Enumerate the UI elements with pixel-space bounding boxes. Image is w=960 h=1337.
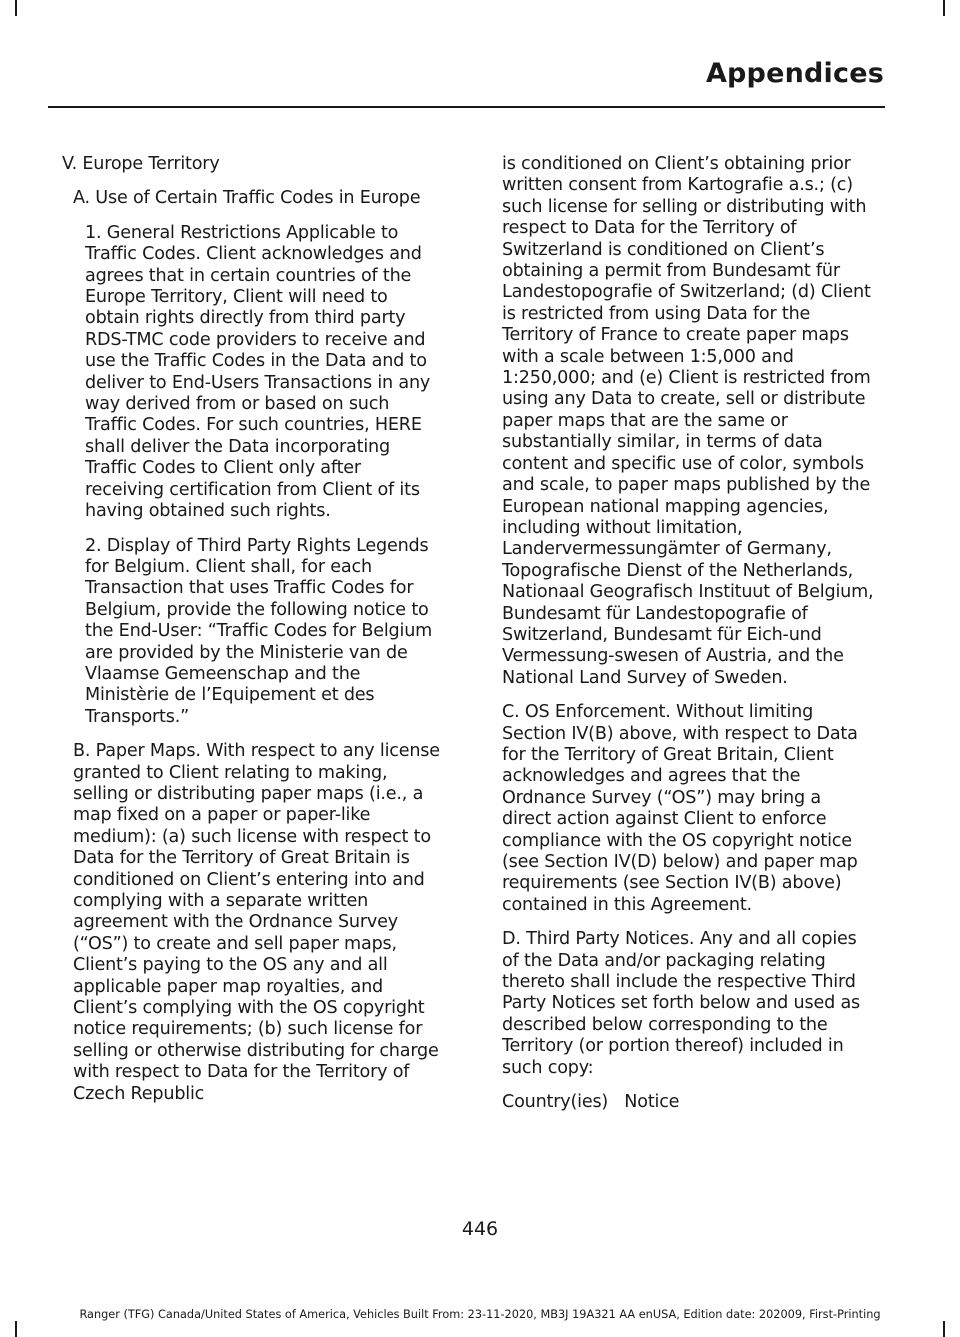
paragraph-paper-maps: B. Paper Maps. With respect to any license granted to Client relating to making, selling or distributing paper maps (i.e., a map fixed on a paper or paper-like medium): (a) such license with respect to Data for the Territory of Great Britain is conditioned on Client’s entering into and complying with a separate written agreement with the Ordnance Survey (“OS”) to create and sell paper maps, Client’s paying to the OS any and all applicable paper map royalties, and Client’s complying with the OS copyright notice requirements; (b) such license for selling or otherwise distributing for charge with respect to Data for the Territory of Czech Republic	[73, 741, 440, 1104]
right-column	[502, 154, 874, 1126]
notice-header-notice: Notice	[624, 1092, 680, 1113]
paragraph-paper-maps-continued: is conditioned on Client’s obtaining prior written consent from Kartografie a.s.; (c) such license for selling or distributing with respect to Data for the Territory of Switzerland is conditioned on Client’s obtaining a permit from Bundesamt für Landestopografie of Switzerland; (d) Client is restricted from using Data for the Territory of France to create paper maps with a scale between 1:5,000 and 1:250,000; and (e) Client is restricted from using any Data to create, sell or distribute paper maps that are the same or substantially similar, in terms of data content and specific use of color, symbols and scale, to paper maps published by the European national mapping agencies, including without limitation, Landervermessungämter of Germany, Topografische Dienst of the Netherlands, Nationaal Geografisch Instituut of Belgium, Bundesamt für Landestopografie of Switzerland, Bundesamt für Eich-und Vermessung-swesen of Austria, and the National Land Survey of Sweden.	[502, 154, 874, 688]
crop-mark-bottom-right	[943, 1321, 945, 1337]
notice-header-country: Country(ies)	[502, 1092, 609, 1113]
paragraph-third-party-notices: D. Third Party Notices. Any and all copies of the Data and/or packaging relating thereto shall include the respective Third Party Notices set forth below and used as described below corresponding to the Territory (or portion thereof) included in such copy:	[502, 929, 860, 1078]
footer-edition-info: Ranger (TFG) Canada/United States of America, Vehicles Built From: 23-11-2020, MB3J 19A321 AA enUSA, Edition date: 202009, First-Printing	[79, 1308, 881, 1321]
header-divider	[48, 106, 885, 108]
paragraph-traffic-codes: A. Use of Certain Traffic Codes in Europe	[73, 188, 421, 209]
paragraph-os-enforcement: C. OS Enforcement. Without limiting Section IV(B) above, with respect to Data for the Territory of Great Britain, Client acknowledges and agrees that the Ordnance Survey (“OS”) may bring a direct action against Client to enforce compliance with the OS copyright notice (see Section IV(D) below) and paper map requirements (see Section IV(B) above) contained in this Agreement.	[502, 702, 858, 915]
crop-mark-bottom-left	[15, 1321, 17, 1337]
notice-table-header	[502, 1092, 874, 1113]
crop-mark-top-left	[15, 0, 17, 16]
crop-mark-top-right	[943, 0, 945, 16]
page-number: 446	[461, 1218, 499, 1240]
paragraph-belgium-legends: 2. Display of Third Party Rights Legends for Belgium. Client shall, for each Transaction that uses Traffic Codes for Belgium, provide the following notice to the End-User: “Traffic Codes for Belgium are provided by the Ministerie van de Vlaamse Gemeenschap and the Ministèrie de l’Equipement et des Transports.”	[85, 535, 433, 727]
page-section-title: Appendices	[705, 58, 884, 89]
paragraph-europe-territory: V. Europe Territory	[62, 154, 220, 174]
paragraph-general-restrictions: 1. General Restrictions Applicable to Traffic Codes. Client acknowledges and agrees that in certain countries of the Europe Territory, Client will need to obtain rights directly from third party RDS-TMC code providers to receive and use the Traffic Codes in the Data and to deliver to End-Users Transactions in any way derived from or based on such Traffic Codes. For such countries, HERE shall deliver the Data incorporating Traffic Codes to Client only after receiving certification from Client of its having obtained such rights.	[85, 222, 431, 522]
left-column	[62, 154, 444, 1118]
